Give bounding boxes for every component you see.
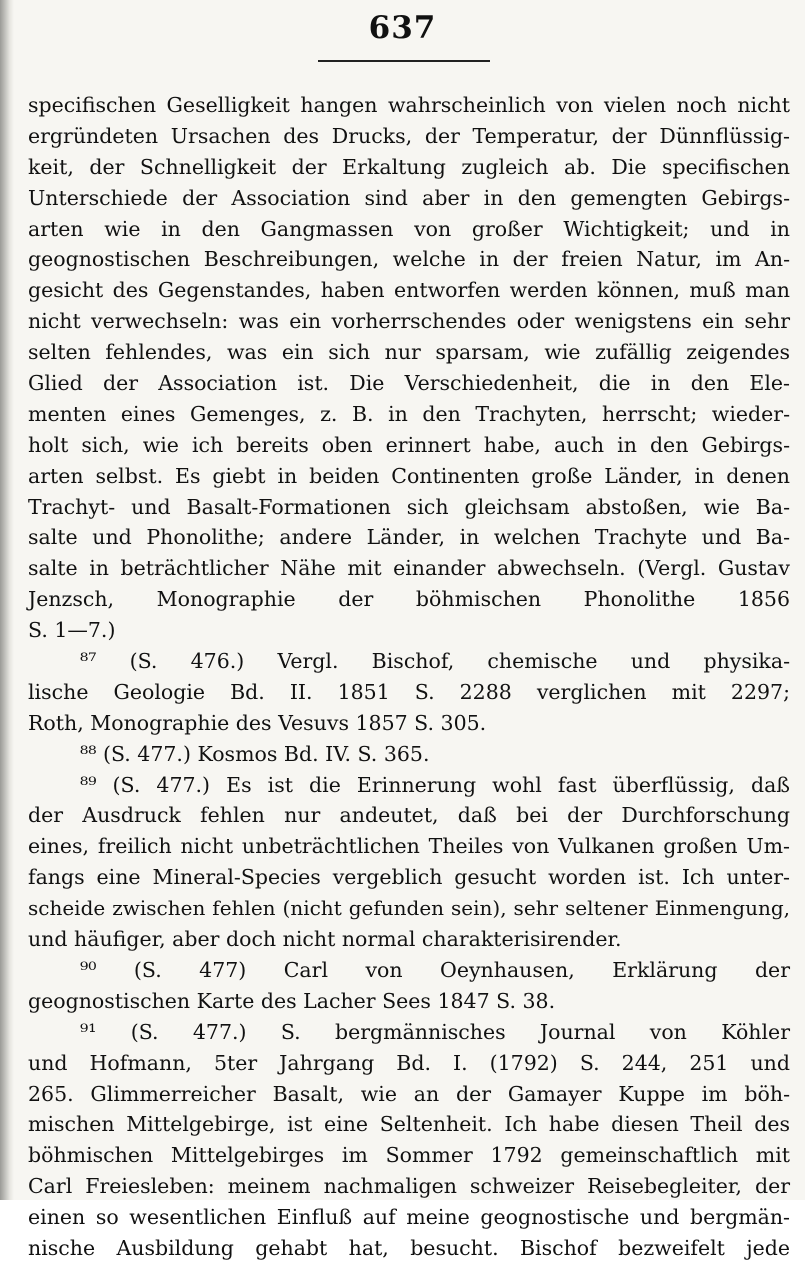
text-line: selten fehlendes, was ein sich nur sparsam, wie zufällig zeigendes — [28, 340, 790, 365]
text-line: nicht verwechseln: was ein vorherrschendes oder wenigstens ein sehr — [28, 309, 790, 334]
text-line: Unterschiede der Association sind aber in den gemengten Gebirgs- — [28, 185, 790, 210]
text-line: ergründeten Ursachen des Drucks, der Temperatur, der Dünnflüssig- — [28, 123, 790, 148]
text-line: arten selbst. Es giebt in beiden Continenten große Länder, in denen — [28, 463, 790, 488]
text-line: eines, freilich nicht unbeträchtlichen Theiles von Vulkanen großen Um- — [28, 834, 790, 859]
text-line: lische Geologie Bd. II. 1851 S. 2288 verglichen mit 2297; — [28, 679, 790, 704]
text-line: menten eines Gemenges, z. B. in den Trachyten, herrscht; wieder- — [28, 401, 790, 426]
text-line: und Hofmann, 5ter Jahrgang Bd. I. (1792) S. 244, 251 und — [28, 1050, 790, 1075]
text-line: und häufiger, aber doch nicht normal charakterisirender. — [28, 927, 622, 952]
text-line: salte in beträchtlicher Nähe mit einander abwechseln. (Vergl. Gustav — [28, 556, 790, 581]
text-line: Carl Freiesleben: meinem nachmaligen schweizer Reisebegleiter, der — [28, 1174, 790, 1199]
text-line: ⁸⁹ (S. 477.) Es ist die Erinnerung wohl fast überflüssig, daß — [80, 772, 790, 797]
text-line: 265. Glimmerreicher Basalt, wie an der Gamayer Kuppe im böh- — [28, 1081, 790, 1106]
text-line: ⁸⁷ (S. 476.) Vergl. Bischof, chemische und physika- — [80, 649, 790, 674]
text-line: Jenzsch, Monographie der böhmischen Phonolithe 1856 — [28, 587, 790, 612]
text-line: holt sich, wie ich bereits oben erinnert habe, auch in den Gebirgs- — [28, 432, 790, 457]
text-line: Glied der Association ist. Die Verschiedenheit, die in den Ele- — [28, 371, 790, 396]
text-line: geognostischen Beschreibungen, welche in der freien Natur, im An- — [28, 247, 790, 272]
page-number: 637 — [368, 10, 437, 46]
text-line: Roth, Monographie des Vesuvs 1857 S. 305. — [28, 710, 487, 735]
text-line: salte und Phonolithe; andere Länder, in welchen Trachyte und Ba- — [28, 525, 790, 550]
header-rule — [318, 60, 490, 62]
text-line: gesicht des Gegenstandes, haben entworfen werden können, muß man — [28, 278, 790, 303]
text-line: specifischen Geselligkeit hangen wahrscheinlich von vielen noch nicht — [28, 93, 790, 117]
text-line: der Ausdruck fehlen nur andeutet, daß bei der Durchforschung — [28, 803, 790, 828]
text-line: nische Ausbildung gehabt hat, besucht. Bischof bezweifelt jede — [28, 1235, 790, 1260]
page-gutter-shadow — [0, 0, 14, 1200]
text-line: geognostischen Karte des Lacher Sees 1847 S. 38. — [28, 988, 556, 1013]
text-line: ⁸⁸ (S. 477.) Kosmos Bd. IV. S. 365. — [80, 741, 430, 766]
text-line: mischen Mittelgebirge, ist eine Seltenheit. Ich habe diesen Theil des — [28, 1112, 790, 1137]
text-line: fangs eine Mineral-Species vergeblich gesucht worden ist. Ich unter- — [28, 865, 790, 890]
text-line: scheide zwischen fehlen (nicht gefunden sein), sehr seltener Einmengung, — [28, 896, 790, 921]
text-line: arten wie in den Gangmassen von großer Wichtigkeit; und in — [28, 216, 790, 241]
text-line: ⁹⁰ (S. 477) Carl von Oeynhausen, Erklärung der — [80, 957, 790, 982]
body-text — [28, 90, 790, 1264]
text-line: keit, der Schnelligkeit der Erkaltung zugleich ab. Die specifischen — [28, 154, 790, 179]
text-line: ⁹¹ (S. 477.) S. bergmännisches Journal von Köhler — [80, 1019, 790, 1044]
text-line: böhmischen Mittelgebirges im Sommer 1792 gemeinschaftlich mit — [28, 1143, 790, 1168]
text-line: Trachyt- und Basalt-Formationen sich gleichsam abstoßen, wie Ba- — [28, 494, 790, 519]
text-line: S. 1—7.) — [28, 618, 116, 643]
text-line: einen so wesentlichen Einfluß auf meine geognostische und bergmän- — [28, 1205, 790, 1230]
